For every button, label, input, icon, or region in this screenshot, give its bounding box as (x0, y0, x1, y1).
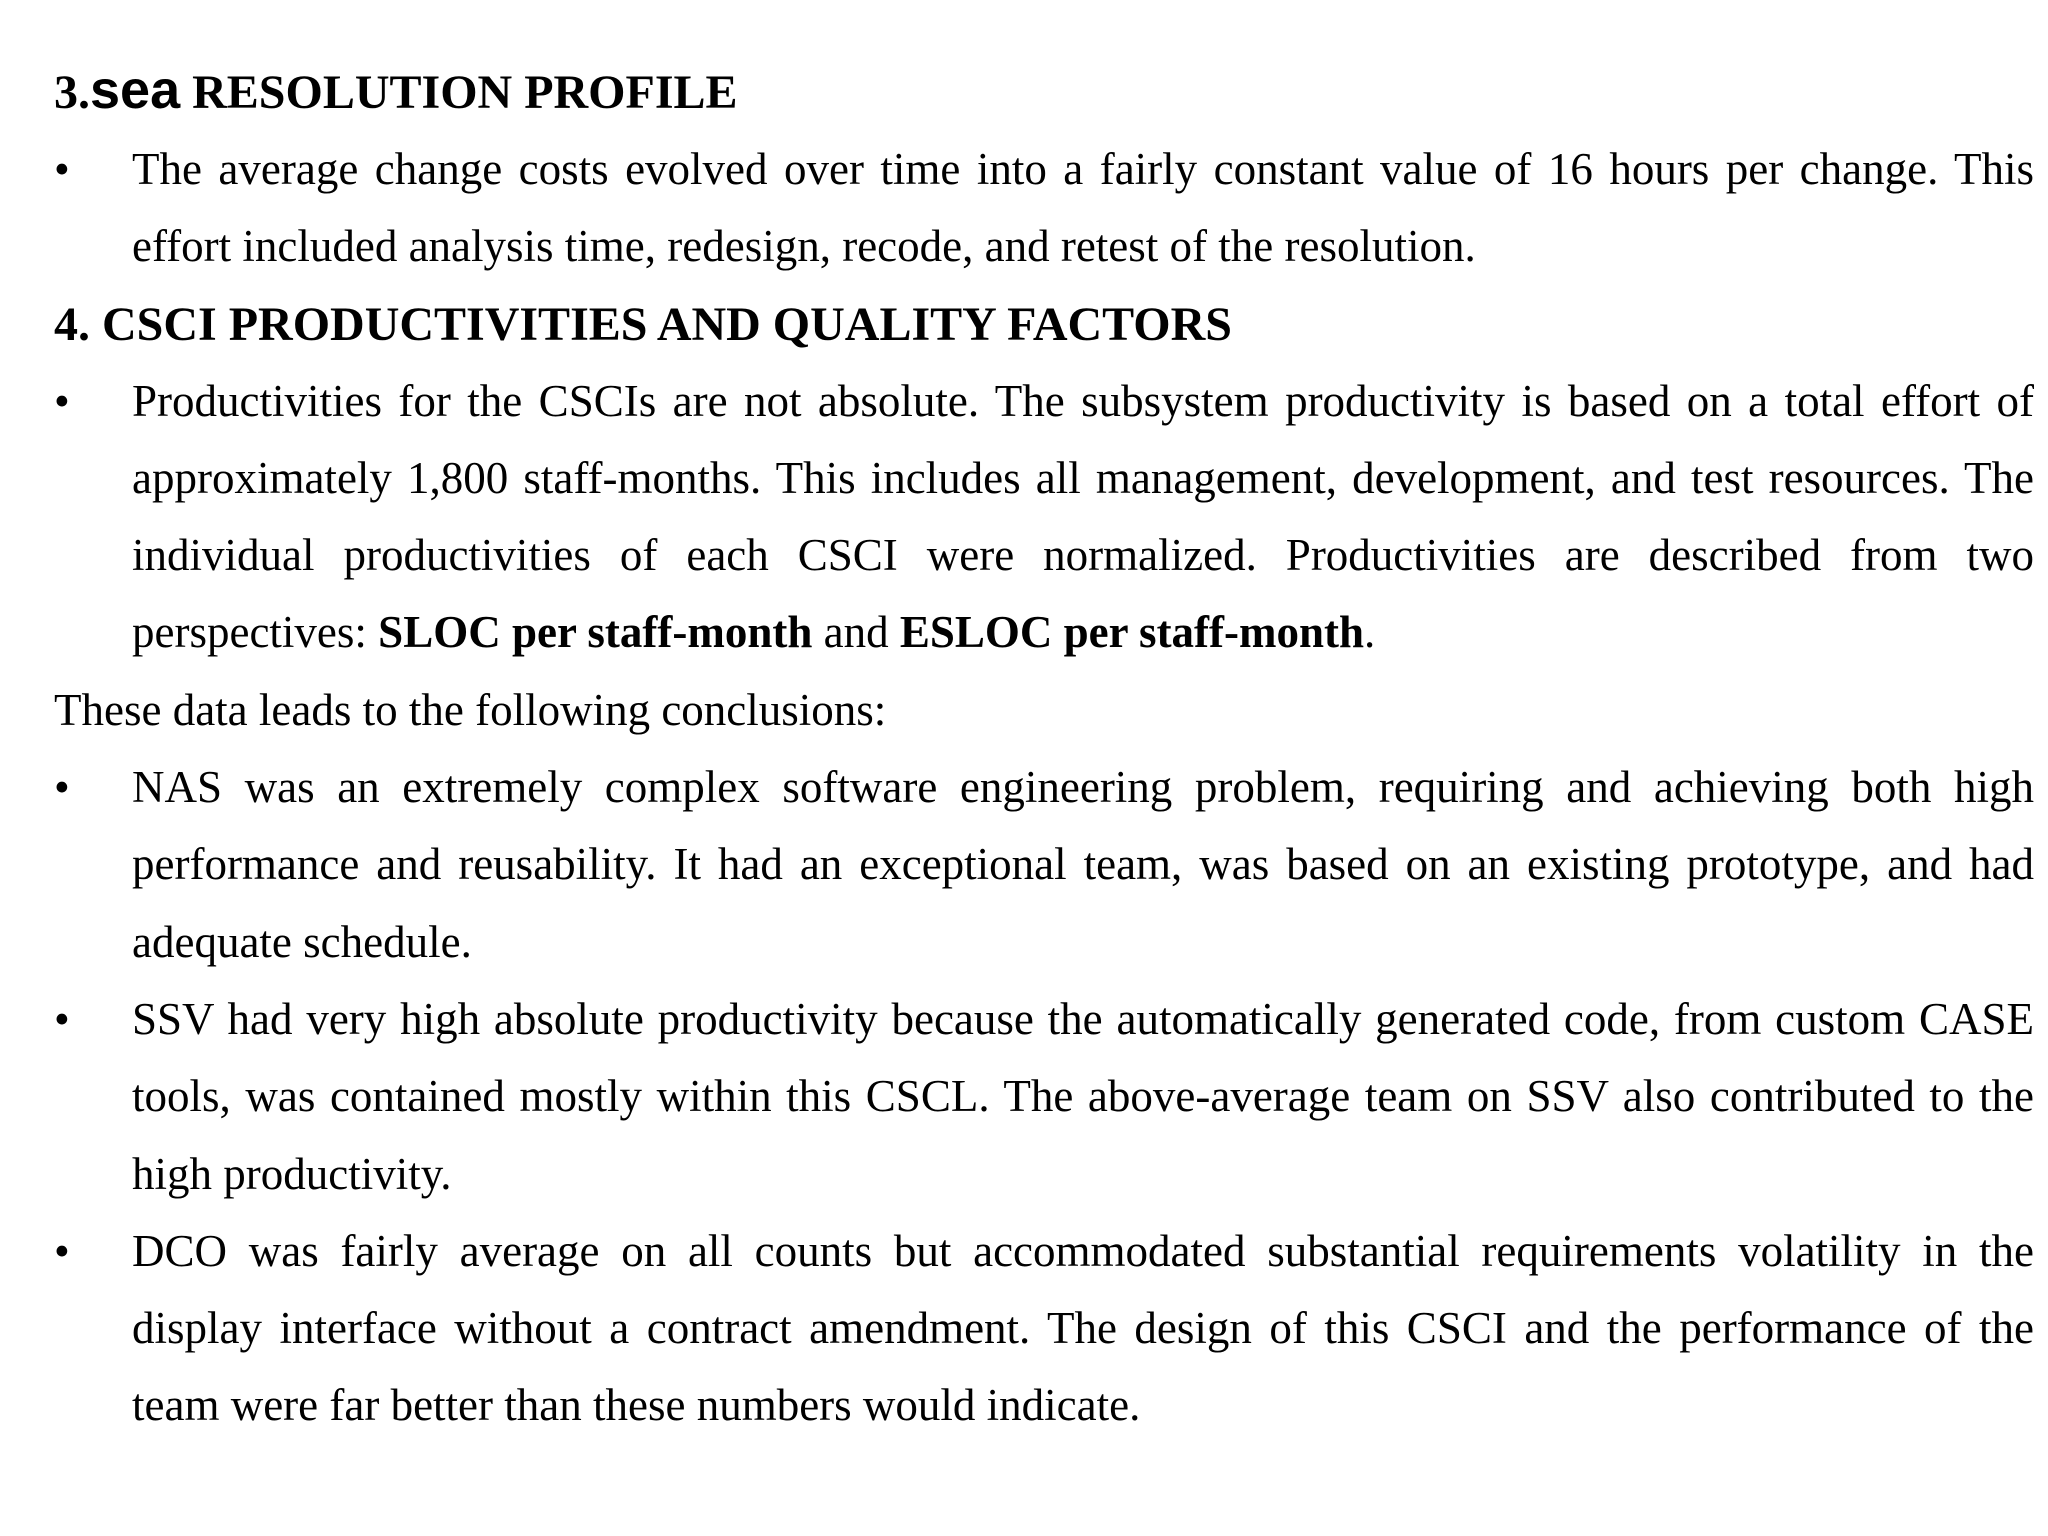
conclusion-item-ssv (54, 981, 2034, 1213)
section-4-bullet-text-after: . (1364, 607, 1376, 658)
conclusion-text: DCO was fairly average on all counts but accommodated substantial requirements volatility in the display interface without a contract amendment. The design of this CSCI and the performance of the team were far better than these numbers would indicate. (132, 1225, 2034, 1431)
conclusion-item-nas (54, 749, 2034, 981)
section-3-title: RESOLUTION PROFILE (180, 66, 738, 119)
conclusions-intro: These data leads to the following conclusions: (54, 684, 887, 735)
section-4-bullet-text-middle: and (812, 607, 900, 658)
conclusion-text: SSV had very high absolute productivity because the automatically generated code, from custom CASE tools, was contained mostly within this CSCL. The above-average team on SSV also contributed to the high productivity. (132, 993, 2034, 1199)
section-3-bullet (54, 131, 2034, 286)
bullet-dot: • (54, 375, 70, 426)
bullet-dot: • (54, 993, 70, 1044)
section-4-heading: 4. CSCI PRODUCTIVITIES AND QUALITY FACTORS (54, 297, 1232, 351)
esloc-per-staff-month: ESLOC per staff-month (899, 607, 1365, 658)
section-3-number: 3. (54, 66, 90, 119)
bullet-dot: • (54, 1225, 70, 1276)
conclusion-text: NAS was an extremely complex software engineering problem, requiring and achieving both high performance and reusability. It had an exceptional team, was based on an existing prototype, and had adequate schedule. (132, 762, 2034, 967)
bullet-dot: • (54, 144, 70, 194)
section-3-number-suffix: sea (90, 60, 181, 120)
bullet-dot: • (54, 762, 70, 813)
conclusion-item-dco (54, 1213, 2034, 1445)
sloc-per-staff-month: SLOC per staff-month (378, 607, 813, 658)
section-3-heading (54, 52, 2034, 131)
section-4-bullet-text-before: Productivities for the CSCIs are not absolute. The subsystem productivity is based on a total effort of approximately 1,800 staff-months. This includes all management, development, and test resources. The individual productivities of each CSCI were normalized. Productivities are described from two perspectives: (132, 375, 2034, 658)
section-3-bullet-text: The average change costs evolved over time into a fairly constant value of 16 hours per change. This effort included analysis time, redesign, recode, and retest of the resolution. (132, 144, 2034, 272)
section-4-bullet (54, 363, 2034, 672)
